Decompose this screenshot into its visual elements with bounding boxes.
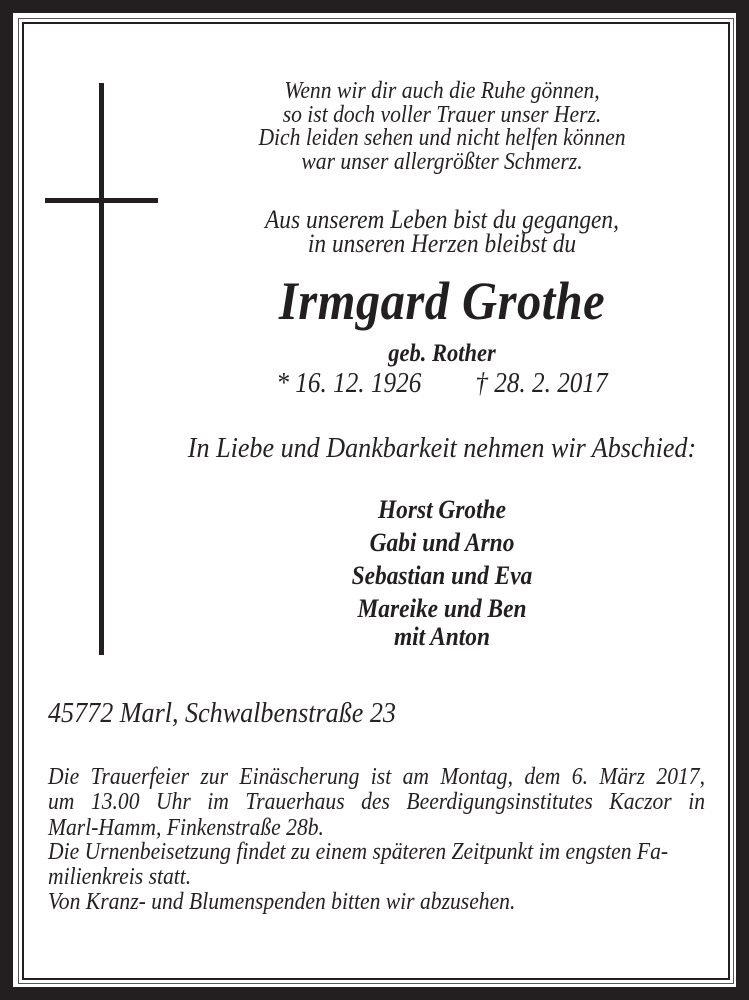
donation-note: Von Kranz- und Blumenspenden bitten wir abzusehen. — [48, 889, 516, 915]
urn-info-paragraph — [48, 840, 705, 891]
funeral-info-line: Die Trauerfeier zur Einäscherung ist am Montag, dem 6. März 2017, — [48, 764, 705, 790]
urn-info-line: Die Urnenbeisetzung findet zu einem späteren Zeitpunkt im engsten Fa- — [48, 839, 669, 865]
memorial-cross-icon — [99, 83, 104, 655]
funeral-info-line: um 13.00 Uhr im Trauerhaus des Beerdigungsinstitutes Kaczor in — [48, 789, 705, 816]
mourner-name: Sebastian und Eva — [351, 561, 533, 590]
mourning-verse — [166, 80, 719, 174]
funeral-info-line: Marl-Hamm, Finkenstraße 28b. — [48, 814, 324, 841]
death-date: † 28. 2. 2017 — [475, 368, 608, 399]
birth-date: * 16. 12. 1926 — [276, 368, 422, 399]
farewell-line: in unseren Herzen bleibst du — [307, 229, 577, 258]
verse-line: Dich leiden sehen und nicht helfen können — [258, 125, 626, 151]
verse-line: war unser allergrößter Schmerz. — [301, 148, 583, 175]
verse-line: Wenn wir dir auch die Ruhe gönnen, — [284, 78, 600, 104]
maiden-name: geb. Rother — [388, 340, 496, 367]
abschied-intro: In Liebe und Dankbarkeit nehmen wir Abschied: — [187, 432, 697, 464]
mourners-list — [166, 493, 719, 653]
mourner-name: mit Anton — [393, 622, 491, 651]
address-line: 45772 Marl, Schwalbenstraße 23 — [48, 697, 396, 729]
life-dates — [166, 370, 719, 398]
funeral-info-paragraph — [48, 765, 705, 841]
mourner-name: Mareike und Ben — [357, 594, 527, 623]
mourner-name: Horst Grothe — [377, 495, 507, 524]
urn-info-line: milienkreis statt. — [48, 864, 192, 891]
farewell-line: Aus unserem Leben bist du gegangen, — [264, 205, 619, 234]
memorial-cross-icon-bar — [45, 198, 158, 203]
deceased-name: Irmgard Grothe — [278, 271, 606, 331]
farewell-verse — [166, 205, 719, 258]
mourner-name: Gabi und Arno — [369, 528, 515, 557]
verse-line: so ist doch voller Trauer unser Herz. — [282, 101, 602, 128]
